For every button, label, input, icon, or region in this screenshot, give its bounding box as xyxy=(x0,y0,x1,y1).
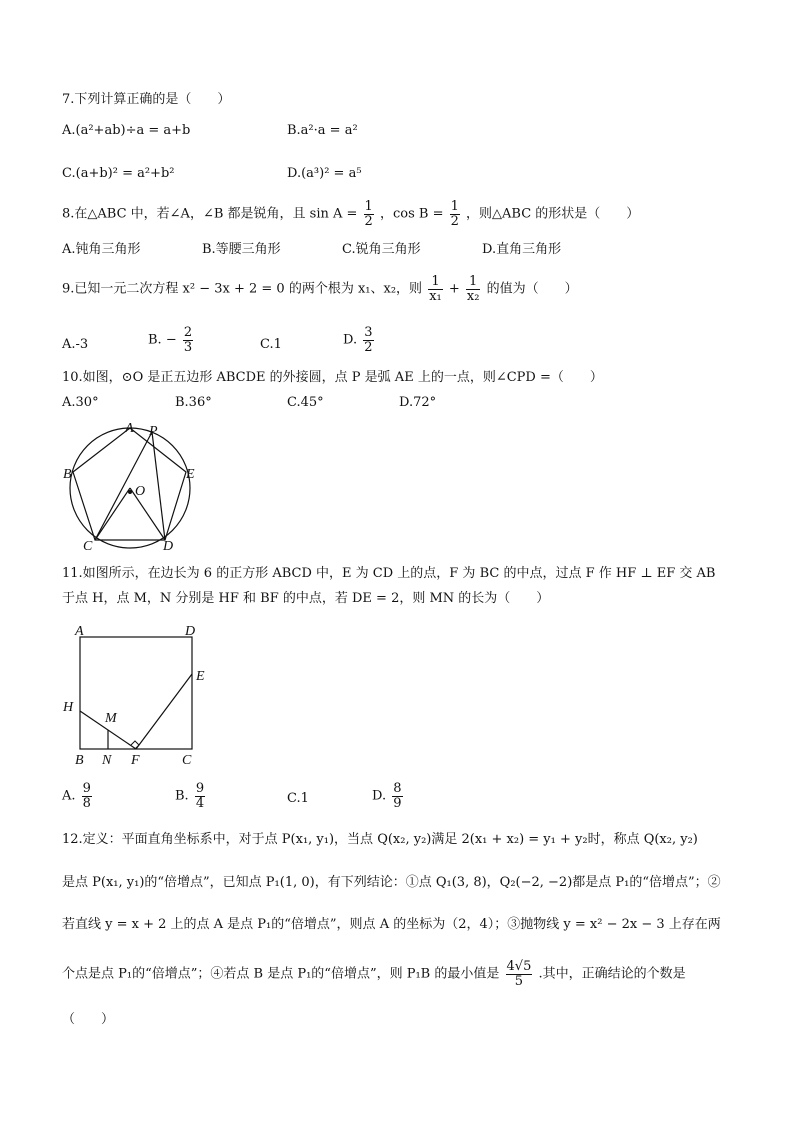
q8-option-d: D.直角三角形 xyxy=(482,242,562,257)
q7-option-a: A.(a²+ab)÷a = a+b xyxy=(62,123,191,138)
q8-stem-prefix: 8.在△ABC 中，若∠A，∠B 都是锐角，且 sin A = xyxy=(62,206,358,222)
q9-option-d-num: 3 xyxy=(364,325,373,340)
label-p: P xyxy=(149,424,158,439)
q12-line5: （ ） xyxy=(62,1012,115,1027)
center-point xyxy=(128,490,132,494)
label-c: C xyxy=(182,753,192,768)
q11-option-d xyxy=(372,782,405,810)
q11-option-a-prefix: A. xyxy=(62,788,76,804)
q11-option-d-num: 8 xyxy=(393,781,402,796)
q8-option-a: A.钝角三角形 xyxy=(62,242,141,257)
q11-option-b-den: 4 xyxy=(195,795,205,811)
label-d: D xyxy=(163,539,174,554)
q12-min-frac-num: 4√5 xyxy=(506,959,532,974)
q9-frac1-den: x₁ xyxy=(429,288,442,304)
q9-stem xyxy=(62,275,578,303)
q8-option-b: B.等腰三角形 xyxy=(202,242,281,257)
q9-option-b-frac xyxy=(183,326,193,354)
q12-line3: 若直线 y = x + 2 上的点 A 是点 P₁的“倍增点”，则点 A 的坐标为（2，4）；③抛物线 y = x² − 2x − 3 上存在两 xyxy=(62,917,721,932)
label-c: C xyxy=(83,539,93,554)
q8-cos-fraction xyxy=(450,200,460,228)
q11-option-a-num: 9 xyxy=(82,781,91,796)
q9-stem-prefix: 9.已知一元二次方程 x² − 3x + 2 = 0 的两个根为 x₁、x₂，则 xyxy=(62,281,423,297)
q11-option-b-frac xyxy=(195,782,205,810)
label-a: A xyxy=(125,421,134,436)
q9-frac1-num: 1 xyxy=(428,275,443,290)
segment-oc xyxy=(95,488,130,540)
q9-option-b-prefix: B. − xyxy=(148,332,177,348)
q11-option-d-frac xyxy=(392,782,402,810)
q9-option-b-den: 3 xyxy=(183,339,193,355)
q11-option-b-num: 9 xyxy=(195,781,205,796)
q12-min-frac-den: 5 xyxy=(514,973,524,989)
q9-stem-suffix: 的值为（ ） xyxy=(486,281,578,297)
q9-frac2-den: x₂ xyxy=(466,288,480,304)
q10-option-b: B.36° xyxy=(175,395,212,410)
q8-stem-suffix: ，则△ABC 的形状是（ ） xyxy=(466,206,640,222)
q11-option-c: C.1 xyxy=(287,791,309,806)
q9-frac1 xyxy=(428,275,443,303)
q12-line4-prefix: 个点是点 P₁的“倍增点”；④若点 B 是点 P₁的“倍增点”，则 P₁B 的最小值是 xyxy=(62,966,500,982)
q8-sin-den: 2 xyxy=(364,213,373,229)
q9-option-d-prefix: D. xyxy=(343,332,358,348)
q11-figure xyxy=(58,618,218,770)
q8-option-c: C.锐角三角形 xyxy=(342,242,421,257)
q11-option-a-frac xyxy=(82,782,92,810)
q10-stem: 10.如图，⊙O 是正五边形 ABCDE 的外接圆，点 P 是弧 AE 上的一点，则∠CPD =（ ） xyxy=(62,370,603,385)
q8-stem-mid: ，cos B = xyxy=(379,206,444,222)
pentagon xyxy=(73,428,186,540)
q8-cos-den: 2 xyxy=(450,213,459,229)
q9-plus: + xyxy=(448,281,460,297)
q10-option-c: C.45° xyxy=(287,395,324,410)
q7-option-d: D.(a³)² = a⁵ xyxy=(287,166,362,181)
q11-option-a xyxy=(62,782,94,810)
q10-figure xyxy=(55,418,215,558)
q8-stem xyxy=(62,200,639,228)
label-d: D xyxy=(185,624,196,639)
q9-option-d-den: 2 xyxy=(364,339,373,355)
q9-option-b-num: 2 xyxy=(183,325,193,340)
q7-option-b: B.a²·a = a² xyxy=(287,123,358,138)
label-n: N xyxy=(102,753,112,768)
q11-option-d-den: 9 xyxy=(393,795,402,811)
label-f: F xyxy=(131,753,140,768)
q11-stem-line2: 于点 H，点 M，N 分别是 HF 和 BF 的中点，若 DE = 2，则 MN 的长为（ ） xyxy=(62,591,550,606)
segment-fe xyxy=(136,674,192,749)
q7-option-c: C.(a+b)² = a²+b² xyxy=(62,166,175,181)
q9-option-b xyxy=(148,326,195,354)
label-e: E xyxy=(196,669,205,684)
q10-option-a: A.30° xyxy=(62,395,99,410)
label-a: A xyxy=(75,624,84,639)
q8-sin-fraction xyxy=(364,200,374,228)
label-m: M xyxy=(105,711,117,726)
q12-line1: 12.定义：平面直角坐标系中，对于点 P(x₁, y₁)，当点 Q(x₂, y₂)满足 2(x₁ + x₂) = y₁ + y₂时，称点 Q(x₂, y₂) xyxy=(62,832,698,847)
q11-option-b-prefix: B. xyxy=(175,788,189,804)
q12-min-frac xyxy=(506,960,533,988)
label-e: E xyxy=(186,467,195,482)
q12-line4 xyxy=(62,960,686,988)
q11-option-a-den: 8 xyxy=(82,795,91,811)
q8-sin-num: 1 xyxy=(364,199,373,214)
label-h: H xyxy=(63,700,74,715)
q9-frac2 xyxy=(466,275,481,303)
q11-option-d-prefix: D. xyxy=(372,788,387,804)
q8-cos-num: 1 xyxy=(450,199,459,214)
q9-option-a: A.-3 xyxy=(62,337,89,352)
square-abcd xyxy=(80,637,192,749)
q9-frac2-num: 1 xyxy=(466,275,481,290)
label-o: O xyxy=(135,484,146,499)
q9-option-c: C.1 xyxy=(260,337,282,352)
q9-option-d-frac xyxy=(363,326,373,354)
label-b: B xyxy=(75,753,84,768)
q9-option-d xyxy=(343,326,376,354)
q10-option-d: D.72° xyxy=(399,395,437,410)
label-b: B xyxy=(63,467,72,482)
q11-stem-line1: 11.如图所示，在边长为 6 的正方形 ABCD 中，E 为 CD 上的点，F 为 BC 的中点，过点 F 作 HF ⊥ EF 交 AB xyxy=(62,566,716,581)
q12-line4-suffix: .其中，正确结论的个数是 xyxy=(538,966,686,982)
q7-stem: 7.下列计算正确的是（ ） xyxy=(62,92,231,107)
q12-line2: 是点 P(x₁, y₁)的“倍增点”，已知点 P₁(1, 0)，有下列结论：①点 Q₁(3, 8)，Q₂(−2, −2)都是点 P₁的“倍增点”；② xyxy=(62,875,721,890)
q11-option-b xyxy=(175,782,207,810)
